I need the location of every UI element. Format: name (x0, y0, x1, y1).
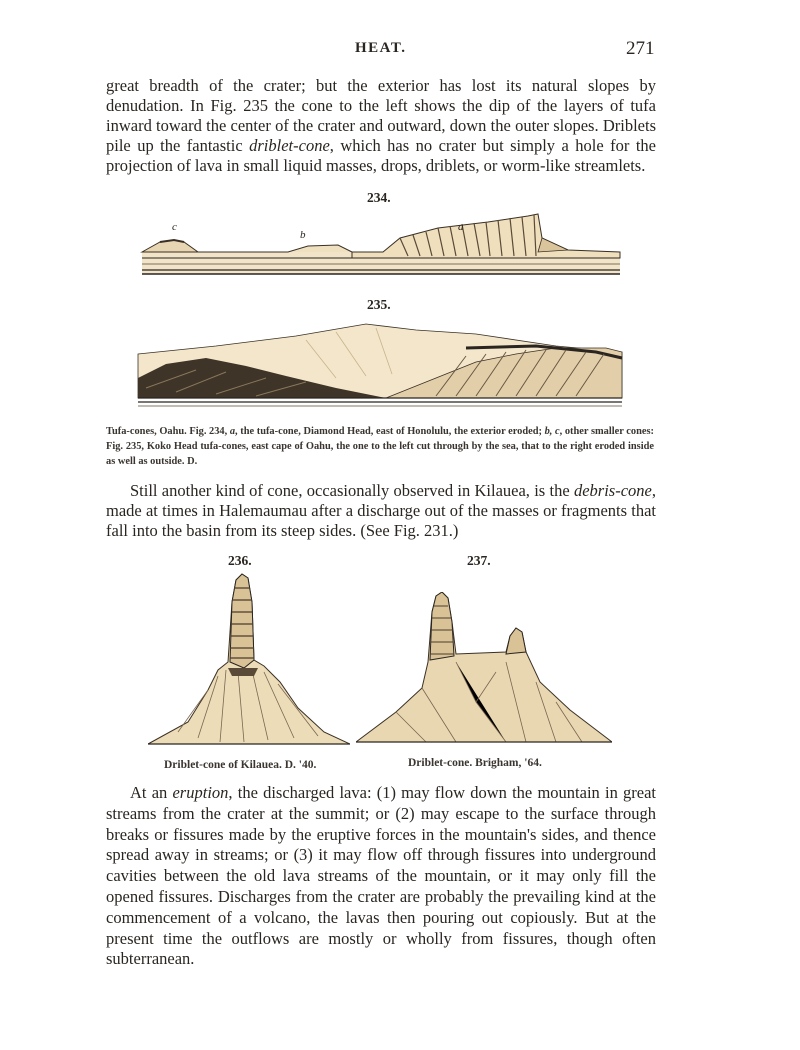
figure-234-label-a: a (458, 221, 464, 233)
caption-letter: b, c (544, 426, 560, 437)
figure-234-tufa-cones-illustration (138, 208, 624, 284)
caption-text: , the tufa-cone, Diamond Head, east of Honolulu, the exterior eroded; (235, 426, 545, 437)
caption-text: , other smaller cones: Fig. 235, Koko Head tufa-cones, east cape of Oahu, the one to the left cut through by the sea, that to the right eroded inside as well as outside. D. (106, 426, 654, 467)
paragraph-text: , the discharged lava: (1) may flow down the mountain in great streams from the crater at the summit; or (2) may escape to the surface through breaks or fissures made by the eruptive forces in the mountain's sides, and thence spread away in streams; or (3) it may flow off through fissures into underground cavities between the old lava streams of the mountain, or it may only fill the opened fissures. Discharges from the crater are probably the prevailing kind at the commencement of a volcano, the lavas then pouring out copiously. But at the present time the outflows are mostly or wholly from fissures, though often subterranean. (106, 783, 656, 969)
paragraph-driblet-intro (106, 76, 656, 176)
paragraph-text: great breadth of the crater; but the exterior has lost its natural slopes by denudation. In Fig. 235 the cone to the left shows the dip of the layers of tufa inward toward the center of the crater and outward, down the outer slopes. Driblets pile up the fantastic (106, 76, 656, 155)
paragraph-text: , which has no crater but simply a hole for the projection of lava in small liquid masses, drops, driblets, or worm-like streamlets. (106, 136, 657, 175)
term-debris-cone: debris-cone (573, 481, 652, 500)
figure-236-number: 236. (228, 553, 252, 568)
page-number: 271 (626, 38, 655, 59)
paragraph-debris-cone (106, 481, 656, 541)
paragraph-text: At an (130, 783, 173, 802)
chapter-title: HEAT. (355, 40, 407, 56)
figure-236-driblet-cone-illustration (148, 572, 350, 748)
paragraph-text: , made at times in Halemaumau after a discharge out of the masses or fragments that fall into the basin from its steep sides. (See Fig. 231.) (106, 481, 656, 540)
paragraph-text: Still another kind of cone, occasionally observed in Kilauea, is the (130, 481, 574, 500)
figure-234-235-caption (106, 424, 654, 469)
paragraph-eruption (106, 783, 656, 970)
figure-237-number: 237. (467, 553, 491, 568)
figure-234-label-b: b (300, 229, 306, 241)
caption-text: Tufa-cones, Oahu. Fig. 234, (106, 426, 230, 437)
figure-234-label-c: c (172, 221, 177, 233)
figure-235-koko-head-illustration (136, 318, 624, 408)
figure-235-number: 235. (367, 297, 391, 312)
figure-237-driblet-cone-illustration (356, 592, 612, 746)
running-head (0, 38, 800, 62)
figure-234-number: 234. (367, 190, 391, 205)
term-eruption: eruption (172, 783, 229, 802)
figure-237-caption: Driblet-cone. Brigham, '64. (408, 757, 542, 769)
figure-236-caption: Driblet-cone of Kilauea. D. '40. (164, 759, 317, 771)
caption-letter: a (229, 426, 236, 437)
term-driblet-cone: driblet-cone (249, 136, 330, 155)
